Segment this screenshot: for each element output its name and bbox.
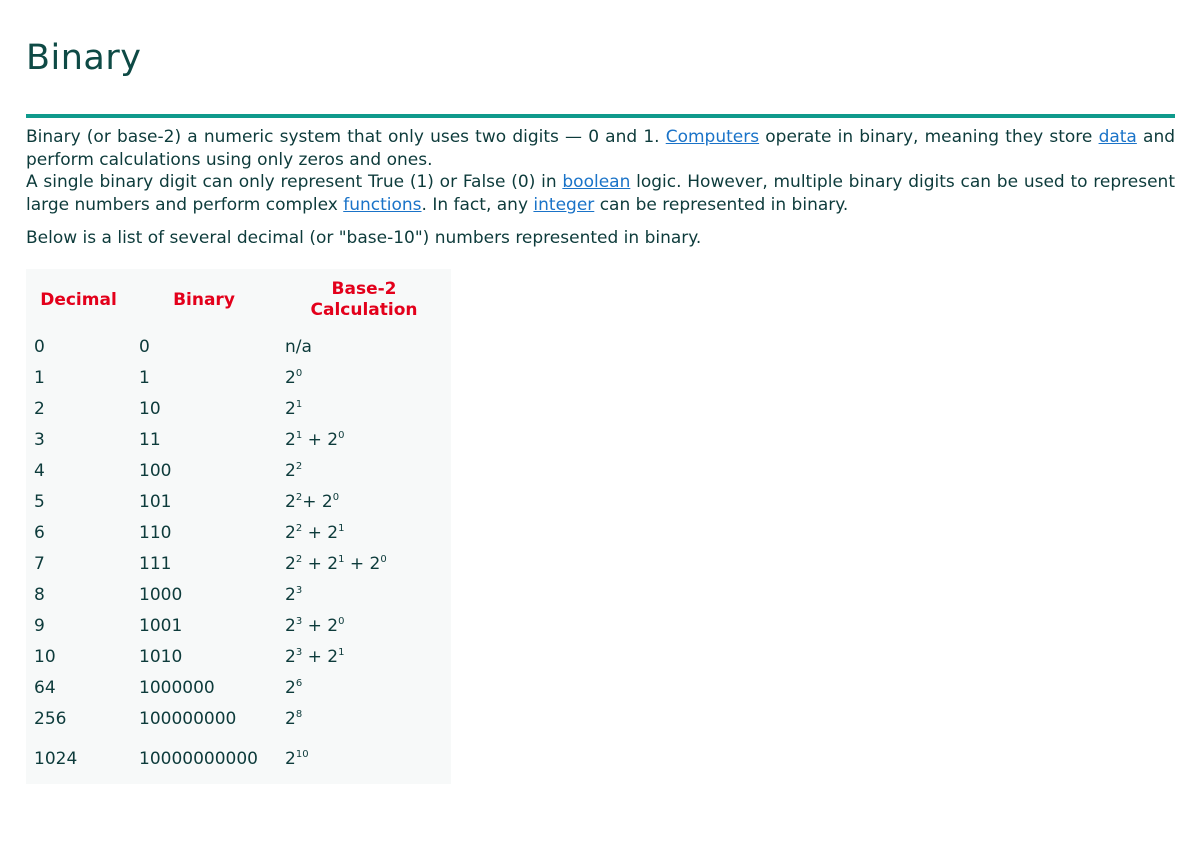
cell-decimal: 256: [34, 708, 67, 729]
calc-base: 2: [285, 429, 296, 450]
calc-base: 2: [327, 553, 339, 574]
calc-base: 2: [285, 708, 296, 729]
link-functions[interactable]: functions: [343, 194, 422, 215]
calc-exponent: 2: [295, 460, 303, 472]
cell-binary: 100: [139, 460, 172, 481]
calc-exponent: 1: [338, 522, 345, 534]
cell-base2-calculation: [277, 362, 451, 393]
calc-base: 2: [285, 584, 296, 605]
cell-decimal: 7: [34, 553, 45, 574]
link-computers[interactable]: Computers: [665, 127, 760, 147]
cell-decimal: 1024: [34, 748, 78, 769]
cell-binary: 1000: [139, 584, 183, 605]
cell-binary: 0: [139, 336, 150, 357]
cell-decimal: 64: [34, 677, 56, 698]
calc-base: 2: [285, 460, 296, 481]
header-base2-calculation: Base-2 Calculation: [310, 279, 418, 320]
page-title: Binary: [26, 38, 142, 78]
table-row: [26, 703, 451, 734]
binary-conversion-table: [26, 269, 451, 784]
cell-decimal: 2: [34, 398, 45, 419]
cell-decimal: 1: [34, 367, 45, 388]
text-segment: . In fact, any: [421, 194, 534, 215]
link-boolean[interactable]: boolean: [562, 172, 631, 192]
table-row: [26, 610, 451, 641]
calc-exponent: 2: [295, 491, 303, 503]
intro-paragraph-2: [26, 171, 1175, 216]
calc-text: n/a: [285, 336, 312, 357]
calc-base: 2: [327, 646, 339, 667]
calc-base: 2: [285, 748, 296, 769]
cell-binary: 1: [139, 367, 150, 388]
table-row: [26, 362, 451, 393]
table-row: [26, 517, 451, 548]
calc-exponent: 6: [295, 677, 303, 689]
calc-exponent: 1: [295, 429, 303, 441]
cell-decimal: 8: [34, 584, 45, 605]
intro-paragraph-1: [26, 126, 1175, 171]
calc-exponent: 3: [295, 584, 303, 596]
cell-base2-calculation: [277, 703, 451, 734]
calc-exponent: 0: [295, 367, 303, 379]
table-row: [26, 486, 451, 517]
cell-binary: 10: [139, 398, 161, 419]
calc-exponent: 2: [295, 522, 303, 534]
calc-exponent: 3: [295, 646, 303, 658]
calc-text: +: [302, 646, 328, 667]
header-binary: Binary: [173, 289, 235, 310]
text-segment: A single binary digit can only represent True (1) or False (0) in: [26, 172, 563, 192]
cell-binary: 111: [139, 553, 172, 574]
cell-base2-calculation: [277, 734, 451, 784]
text-segment: operate in binary, meaning they store: [759, 127, 1099, 147]
calc-text: +: [302, 522, 328, 543]
table-row: [26, 579, 451, 610]
cell-decimal: 4: [34, 460, 45, 481]
calc-exponent: 10: [295, 748, 309, 760]
cell-decimal: 9: [34, 615, 45, 636]
cell-binary: 101: [139, 491, 172, 512]
text-segment: and perform calculations using only zeros and ones.: [26, 127, 1176, 170]
calc-exponent: 1: [338, 553, 345, 565]
table-header-row: [26, 269, 451, 331]
cell-decimal: 0: [34, 336, 45, 357]
calc-exponent: 0: [332, 491, 340, 503]
calc-text: +: [302, 491, 322, 512]
cell-base2-calculation: [277, 424, 451, 455]
title-divider: [26, 114, 1175, 118]
calc-text: +: [302, 615, 328, 636]
calc-base: 2: [327, 615, 339, 636]
calc-text: +: [302, 553, 328, 574]
cell-base2-calculation: [277, 579, 451, 610]
cell-base2-calculation: [277, 641, 451, 672]
calc-base: 2: [285, 491, 296, 512]
table-row: [26, 455, 451, 486]
calc-base: 2: [285, 522, 296, 543]
cell-base2-calculation: [277, 455, 451, 486]
table-row: [26, 331, 451, 362]
cell-base2-calculation: [277, 610, 451, 641]
cell-binary: 1000000: [139, 677, 215, 698]
calc-base: 2: [285, 553, 296, 574]
calc-base: 2: [285, 367, 296, 388]
cell-base2-calculation: [277, 672, 451, 703]
calc-exponent: 2: [295, 553, 303, 565]
calc-text: +: [344, 553, 370, 574]
calc-base: 2: [285, 398, 296, 419]
cell-binary: 10000000000: [139, 748, 258, 769]
calc-base: 2: [285, 646, 296, 667]
table-intro-paragraph: Below is a list of several decimal (or "base-10") numbers represented in binary.: [26, 228, 702, 248]
calc-base: 2: [327, 522, 339, 543]
text-segment: Binary (or base-2) a numeric system that only uses two digits — 0 and 1.: [26, 127, 666, 147]
cell-decimal: 3: [34, 429, 45, 450]
table-row: [26, 424, 451, 455]
link-integer[interactable]: integer: [533, 194, 595, 215]
cell-binary: 110: [139, 522, 172, 543]
table-row: [26, 548, 451, 579]
cell-base2-calculation: [277, 331, 451, 362]
cell-binary: 11: [139, 429, 161, 450]
table-row: [26, 393, 451, 424]
link-data[interactable]: data: [1098, 127, 1137, 147]
cell-decimal: 6: [34, 522, 45, 543]
table-row: [26, 734, 451, 784]
cell-base2-calculation: [277, 486, 451, 517]
cell-base2-calculation: [277, 393, 451, 424]
text-segment: can be represented in binary.: [594, 194, 849, 215]
calc-base: 2: [285, 615, 296, 636]
article-body: [26, 126, 1175, 250]
cell-base2-calculation: [277, 517, 451, 548]
header-decimal: Decimal: [40, 289, 117, 310]
calc-base: 2: [321, 491, 333, 512]
calc-base: 2: [369, 553, 381, 574]
cell-base2-calculation: [277, 548, 451, 579]
calc-exponent: 0: [338, 429, 345, 441]
calc-exponent: 1: [295, 398, 303, 410]
table-row: [26, 641, 451, 672]
calc-base: 2: [285, 677, 296, 698]
table-body: [26, 331, 451, 784]
calc-base: 2: [327, 429, 339, 450]
cell-decimal: 5: [34, 491, 45, 512]
calc-exponent: 0: [380, 553, 387, 565]
calc-exponent: 8: [295, 708, 303, 720]
cell-binary: 100000000: [139, 708, 237, 729]
cell-binary: 1010: [139, 646, 183, 667]
table-row: [26, 672, 451, 703]
calc-exponent: 0: [338, 615, 345, 627]
text-segment: logic. However, multiple binary digits can be used to represent large numbers and perform complex: [26, 172, 1175, 215]
calc-text: +: [302, 429, 328, 450]
cell-decimal: 10: [34, 646, 56, 667]
calc-exponent: 3: [295, 615, 303, 627]
calc-exponent: 1: [338, 646, 345, 658]
cell-binary: 1001: [139, 615, 183, 636]
